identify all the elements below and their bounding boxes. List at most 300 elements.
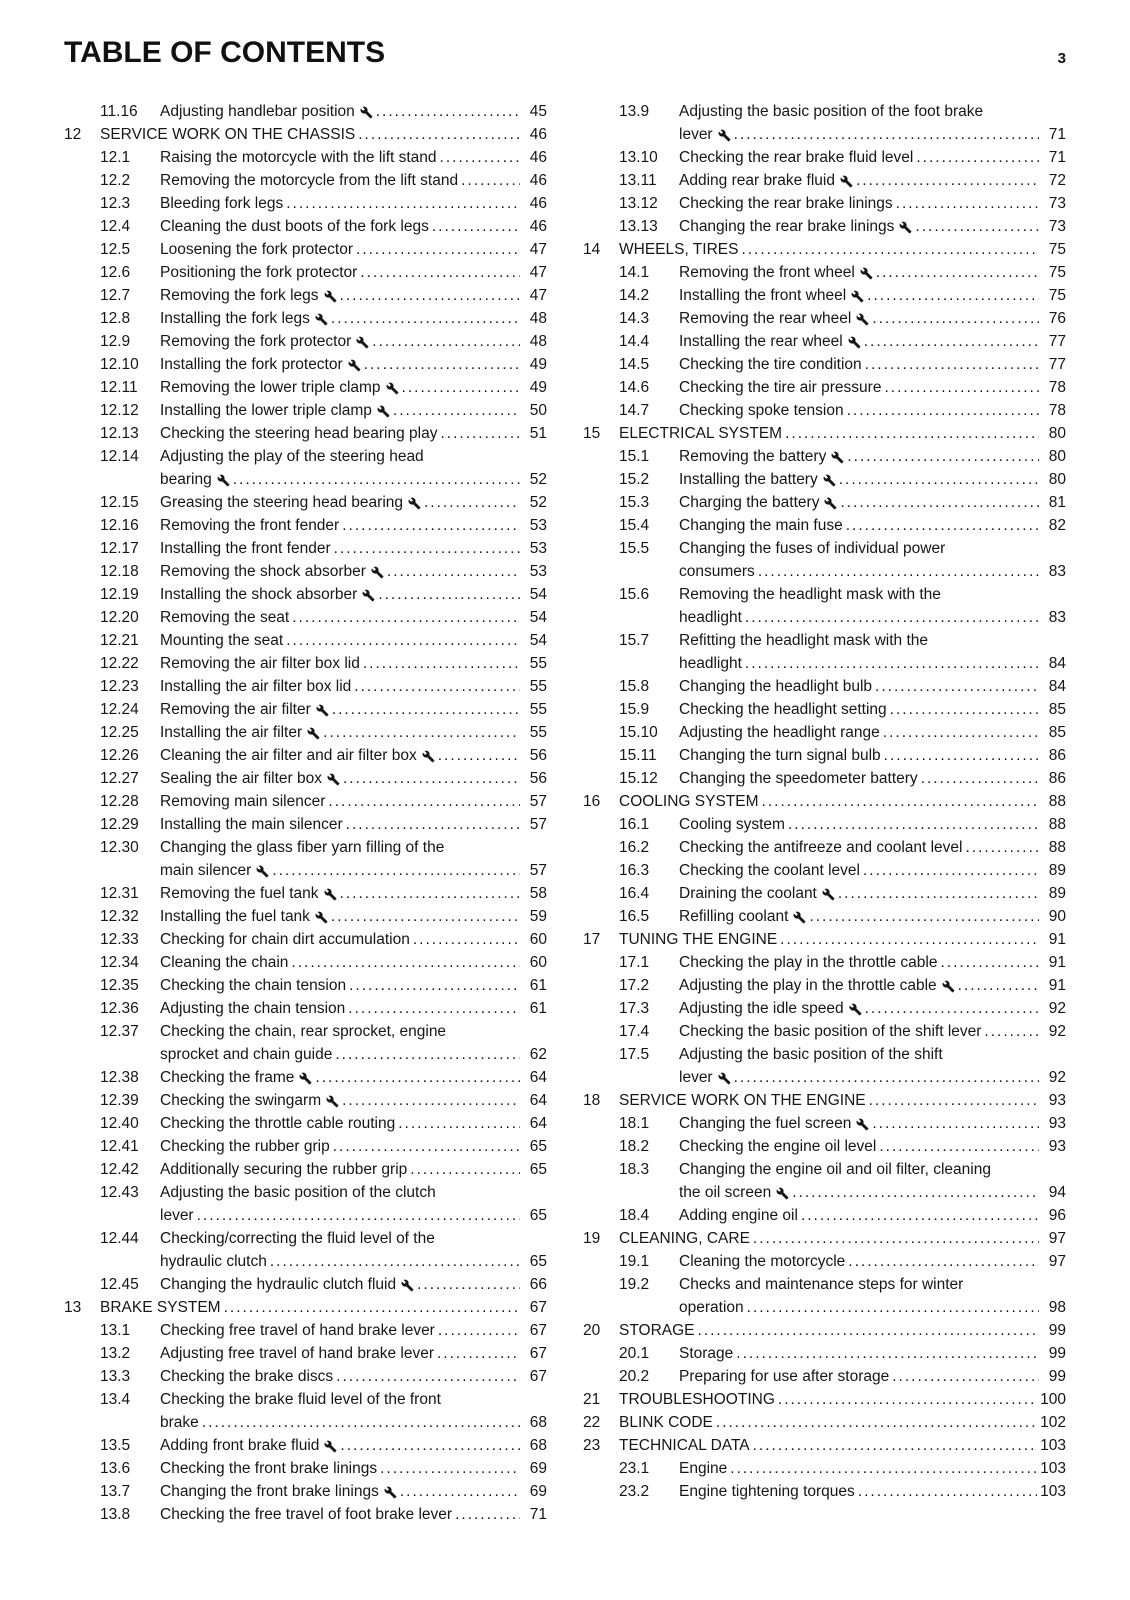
entry-title-line2: headlight: [679, 655, 742, 672]
entry-page-number: 62: [529, 1046, 547, 1063]
toc-entry-row: [64, 836, 547, 882]
entry-number: 12.29: [100, 816, 139, 833]
toc-entry-row: [64, 353, 547, 376]
entry-number: 18: [583, 1092, 601, 1109]
toc-entry-row: [583, 468, 1066, 491]
entry-number: 12.36: [100, 1000, 139, 1017]
entry-body: [679, 767, 1066, 790]
entry-title: Checking the free travel of foot brake lever: [160, 1506, 453, 1523]
entry-body: [160, 606, 547, 629]
dot-leader: [847, 445, 1039, 468]
entry-last-line: [679, 1250, 1066, 1273]
toc-entry-row: [64, 169, 547, 192]
entry-body: [679, 974, 1066, 997]
entry-page-number: 94: [1048, 1184, 1066, 1201]
entry-title: Adjusting the idle speed: [679, 1000, 844, 1017]
entry-title: Changing the main fuse: [679, 517, 843, 534]
entry-body: [679, 1480, 1066, 1503]
entry-title: Installing the air filter box lid: [160, 678, 352, 695]
entry-title: SERVICE WORK ON THE ENGINE: [619, 1092, 866, 1109]
entry-body: [679, 1273, 1066, 1319]
entry-body: [160, 491, 547, 514]
entry-title: BLINK CODE: [619, 1414, 713, 1431]
entry-title: Removing the rear wheel: [679, 310, 852, 327]
entry-title: Adjusting handlebar position: [160, 103, 355, 120]
toc-entry-row: [583, 514, 1066, 537]
entry-last-line: [160, 721, 547, 744]
entry-title: Checking the tire condition: [679, 356, 862, 373]
entry-title-line1: Changing the engine oil and oil filter, cleaning: [679, 1161, 991, 1178]
entry-title-line1: Adjusting the basic position of the foot brake: [679, 103, 984, 120]
wrench-icon: [307, 727, 320, 740]
wrench-icon: [324, 290, 337, 303]
entry-page-number: 77: [1048, 356, 1066, 373]
toc-entry-row: [64, 629, 547, 652]
entry-body: [619, 1411, 1066, 1434]
wrench-icon: [856, 1118, 869, 1131]
entry-last-line: [679, 1480, 1066, 1503]
dot-leader: [410, 1158, 520, 1181]
toc-entry-row: [583, 169, 1066, 192]
entry-number: 14.6: [619, 379, 650, 396]
entry-title: Cleaning the chain: [160, 954, 289, 971]
entry-last-line: [160, 560, 547, 583]
entry-title-line1: Changing the fuses of individual power: [679, 540, 946, 557]
toc-entry-row: [583, 192, 1066, 215]
entry-last-line: [160, 261, 547, 284]
toc-entry-row: [583, 905, 1066, 928]
entry-title: Installing the air filter: [160, 724, 303, 741]
entry-number: 12.42: [100, 1161, 139, 1178]
dot-leader: [440, 422, 520, 445]
wrench-icon: [851, 290, 864, 303]
entry-title: Bleeding fork legs: [160, 195, 284, 212]
entry-title: Checking the chain tension: [160, 977, 347, 994]
entry-title: Checking the tire air pressure: [679, 379, 882, 396]
entry-body: [619, 1388, 1066, 1411]
entry-number: 12.38: [100, 1069, 139, 1086]
dot-leader: [398, 1112, 520, 1135]
toc-entry-row: [64, 1319, 547, 1342]
entry-title-line1: Adjusting the basic position of the clutch: [160, 1184, 436, 1201]
toc-entry-row: [64, 100, 547, 123]
toc-entry-row: [64, 1503, 547, 1526]
entry-last-line: [679, 330, 1066, 353]
toc-chapter-row: [583, 1319, 1066, 1342]
toc-entry-row: [583, 951, 1066, 974]
entry-body: [679, 261, 1066, 284]
entry-title: Draining the coolant: [679, 885, 817, 902]
entry-number: 17.5: [619, 1046, 650, 1063]
entry-title: Installing the shock absorber: [160, 586, 358, 603]
entry-last-line: [679, 698, 1066, 721]
entry-title: Storage: [679, 1345, 734, 1362]
dot-leader: [424, 491, 520, 514]
entry-title: Removing the lower triple clamp: [160, 379, 381, 396]
entry-body: [679, 1204, 1066, 1227]
entry-body: [679, 307, 1066, 330]
entry-number: 12.17: [100, 540, 139, 557]
wrench-icon: [401, 1279, 414, 1292]
entry-title-line1: Refitting the headlight mask with the: [679, 632, 928, 649]
toc-entry-row: [64, 882, 547, 905]
entry-page-number: 86: [1048, 747, 1066, 764]
entry-last-line: [160, 330, 547, 353]
entry-page-number: 90: [1048, 908, 1066, 925]
dot-leader: [858, 1480, 1037, 1503]
entry-number: 12.40: [100, 1115, 139, 1132]
dot-leader: [438, 1319, 520, 1342]
entry-number: 12.13: [100, 425, 139, 442]
toc-entry-row: [64, 1273, 547, 1296]
toc-entry-row: [64, 399, 547, 422]
entry-page-number: 73: [1048, 218, 1066, 235]
entry-body: [160, 974, 547, 997]
entry-title-line1: Adjusting the play of the steering head: [160, 448, 424, 465]
toc-entry-row: [64, 698, 547, 721]
dot-leader: [734, 123, 1039, 146]
entry-page-number: 57: [529, 816, 547, 833]
entry-page-number: 91: [1048, 931, 1066, 948]
wrench-icon: [422, 750, 435, 763]
entry-title: Removing the shock absorber: [160, 563, 366, 580]
dot-leader: [461, 169, 520, 192]
entry-title: Removing the fuel tank: [160, 885, 319, 902]
toc-chapter-row: [64, 123, 547, 146]
entry-number: 13.2: [100, 1345, 131, 1362]
entry-title-line2: hydraulic clutch: [160, 1253, 267, 1270]
entry-number: 15.8: [619, 678, 650, 695]
dot-leader: [372, 330, 520, 353]
entry-title: STORAGE: [619, 1322, 695, 1339]
entry-title-line2: lever: [679, 1069, 713, 1086]
entry-body: [160, 284, 547, 307]
entry-number: 15.1: [619, 448, 650, 465]
entry-body: [160, 238, 547, 261]
toc-entry-row: [64, 1388, 547, 1434]
entry-page-number: 102: [1040, 1414, 1066, 1431]
toc-entry-row: [64, 583, 547, 606]
entry-last-line: [160, 905, 547, 928]
wrench-icon: [356, 336, 369, 349]
entry-page-number: 103: [1040, 1460, 1066, 1477]
dot-leader: [809, 905, 1039, 928]
toc-chapter-row: [583, 1227, 1066, 1250]
toc-entry-row: [64, 261, 547, 284]
entry-title-line2: brake: [160, 1414, 199, 1431]
entry-page-number: 80: [1048, 471, 1066, 488]
entry-number: 12.39: [100, 1092, 139, 1109]
entry-title: Checking spoke tension: [679, 402, 844, 419]
entry-page-number: 99: [1048, 1368, 1066, 1385]
entry-title: Removing the air filter box lid: [160, 655, 360, 672]
entry-last-line: [679, 859, 1066, 882]
entry-body: [160, 767, 547, 790]
toc-entry-row: [64, 514, 547, 537]
entry-page-number: 64: [529, 1115, 547, 1132]
entry-page-number: 80: [1048, 425, 1066, 442]
entry-body: [160, 100, 547, 123]
dot-leader: [432, 215, 520, 238]
entry-title: Checking the brake discs: [160, 1368, 334, 1385]
entry-page-number: 93: [1048, 1092, 1066, 1109]
entry-last-line: [679, 836, 1066, 859]
entry-last-line: [160, 537, 547, 560]
entry-title-line2: lever: [160, 1207, 194, 1224]
entry-last-line: [160, 238, 547, 261]
entry-last-line: [160, 652, 547, 675]
entry-title-line1: Changing the glass fiber yarn filling of the: [160, 839, 445, 856]
entry-title: Installing the battery: [679, 471, 818, 488]
entry-title: Refilling coolant: [679, 908, 789, 925]
entry-number: 17: [583, 931, 601, 948]
entry-page-number: 72: [1048, 172, 1066, 189]
entry-title: Checking the play in the throttle cable: [679, 954, 938, 971]
entry-title: Preparing for use after storage: [679, 1368, 890, 1385]
toc-entry-row: [583, 767, 1066, 790]
wrench-icon: [718, 1072, 731, 1085]
entry-title: Removing the motorcycle from the lift stand: [160, 172, 459, 189]
toc-entry-row: [64, 238, 547, 261]
dot-leader: [788, 813, 1039, 836]
entry-title: Checking the coolant level: [679, 862, 860, 879]
entry-last-line: [679, 1181, 1066, 1204]
entry-page-number: 78: [1048, 402, 1066, 419]
entry-number: 14.4: [619, 333, 650, 350]
entry-number: 12.28: [100, 793, 139, 810]
entry-last-line: [619, 422, 1066, 445]
entry-page-number: 103: [1040, 1483, 1066, 1500]
entry-page-number: 82: [1048, 517, 1066, 534]
entry-number: 12.6: [100, 264, 131, 281]
toc-entry-row: [583, 974, 1066, 997]
toc-entry-row: [583, 1250, 1066, 1273]
entry-number: 16: [583, 793, 601, 810]
entry-body: [160, 1319, 547, 1342]
entry-last-line: [679, 123, 1066, 146]
entry-number: 13.11: [619, 172, 657, 189]
entry-last-line: [619, 1388, 1066, 1411]
dot-leader: [856, 169, 1039, 192]
entry-last-line: [160, 169, 547, 192]
entry-last-line: [679, 951, 1066, 974]
entry-page-number: 99: [1048, 1345, 1066, 1362]
entry-body: [160, 330, 547, 353]
entry-page-number: 88: [1048, 839, 1066, 856]
entry-last-line: [679, 1135, 1066, 1158]
entry-title: Checking the rear brake fluid level: [679, 149, 914, 166]
entry-body: [160, 1342, 547, 1365]
entry-number: 12.19: [100, 586, 139, 603]
entry-body: [160, 905, 547, 928]
dot-leader: [387, 560, 520, 583]
entry-body: [160, 1158, 547, 1181]
toc-entry-row: [583, 1112, 1066, 1135]
entry-page-number: 61: [529, 977, 547, 994]
entry-title: Mounting the seat: [160, 632, 284, 649]
dot-leader: [354, 675, 520, 698]
entry-page-number: 67: [529, 1368, 547, 1385]
toc-entry-row: [583, 744, 1066, 767]
entry-page-number: 67: [529, 1345, 547, 1362]
entry-title-line2: main silencer: [160, 862, 252, 879]
entry-body: [619, 238, 1066, 261]
toc-chapter-row: [583, 1089, 1066, 1112]
dot-leader: [334, 537, 520, 560]
entry-number: 20: [583, 1322, 601, 1339]
entry-body: [160, 1457, 547, 1480]
entry-page-number: 47: [529, 287, 547, 304]
entry-last-line: [160, 307, 547, 330]
entry-page-number: 59: [529, 908, 547, 925]
entry-last-line: [160, 1457, 547, 1480]
entry-title: Removing main silencer: [160, 793, 326, 810]
entry-number: 19: [583, 1230, 601, 1247]
entry-page-number: 88: [1048, 816, 1066, 833]
toc-entry-row: [64, 606, 547, 629]
toc-chapter-row: [583, 1388, 1066, 1411]
entry-page-number: 56: [529, 770, 547, 787]
entry-body: [679, 1043, 1066, 1089]
dot-leader: [363, 652, 520, 675]
entry-body: [679, 675, 1066, 698]
entry-title-line2: the oil screen: [679, 1184, 772, 1201]
dot-leader: [869, 1089, 1039, 1112]
entry-body: [679, 813, 1066, 836]
entry-title: Changing the speedometer battery: [679, 770, 918, 787]
entry-last-line: [619, 1089, 1066, 1112]
entry-number: 12.25: [100, 724, 139, 741]
entry-body: [679, 1457, 1066, 1480]
entry-title: TROUBLESHOOTING: [619, 1391, 775, 1408]
dot-leader: [343, 767, 520, 790]
entry-body: [100, 123, 547, 146]
entry-body: [160, 376, 547, 399]
dot-leader: [364, 353, 520, 376]
entry-title-line1: Adjusting the basic position of the shift: [679, 1046, 943, 1063]
entry-body: [679, 1020, 1066, 1043]
wrench-icon: [408, 497, 421, 510]
entry-body: [160, 560, 547, 583]
entry-title: Changing the hydraulic clutch fluid: [160, 1276, 397, 1293]
entry-last-line: [679, 813, 1066, 836]
entry-number: 12.4: [100, 218, 131, 235]
toc-entry-row: [583, 813, 1066, 836]
entry-title: Checking free travel of hand brake lever: [160, 1322, 435, 1339]
entry-last-line: [160, 1158, 547, 1181]
entry-title: Installing the front fender: [160, 540, 331, 557]
entry-body: [679, 1135, 1066, 1158]
toc-entry-row: [583, 215, 1066, 238]
toc-entry-row: [583, 836, 1066, 859]
entry-last-line: [160, 1434, 547, 1457]
entry-title: Checking the headlight setting: [679, 701, 887, 718]
entry-last-line: [160, 468, 547, 491]
entry-title: Adjusting the headlight range: [679, 724, 880, 741]
entry-title-line1: Checks and maintenance steps for winter: [679, 1276, 964, 1293]
entry-page-number: 54: [529, 632, 547, 649]
dot-leader: [941, 951, 1040, 974]
dot-leader: [753, 1227, 1039, 1250]
entry-page-number: 49: [529, 379, 547, 396]
entry-number: 17.1: [619, 954, 650, 971]
entry-title: Adjusting free travel of hand brake lever: [160, 1345, 434, 1362]
entry-number: 15.6: [619, 586, 650, 603]
entry-last-line: [679, 652, 1066, 675]
entry-title: Checking the front brake linings: [160, 1460, 378, 1477]
entry-page-number: 53: [529, 563, 547, 580]
toc-entry-row: [583, 353, 1066, 376]
entry-page-number: 75: [1048, 241, 1066, 258]
entry-body: [679, 215, 1066, 238]
toc-entry-row: [583, 445, 1066, 468]
entry-page-number: 69: [529, 1460, 547, 1477]
entry-title: Checking for chain dirt accumulation: [160, 931, 410, 948]
dot-leader: [233, 468, 520, 491]
entry-body: [160, 146, 547, 169]
toc-chapter-row: [583, 1411, 1066, 1434]
entry-title-line1: Removing the headlight mask with the: [679, 586, 941, 603]
entry-last-line: [160, 997, 547, 1020]
dot-leader: [848, 1250, 1039, 1273]
entry-title: Engine tightening torques: [679, 1483, 855, 1500]
toc-entry-row: [64, 215, 547, 238]
entry-number: 12.26: [100, 747, 139, 764]
wrench-icon: [856, 313, 869, 326]
entry-page-number: 92: [1048, 1023, 1066, 1040]
wrench-icon: [386, 382, 399, 395]
wrench-icon: [718, 129, 731, 142]
entry-body: [160, 790, 547, 813]
entry-body: [160, 537, 547, 560]
dot-leader: [734, 1066, 1039, 1089]
entry-page-number: 65: [529, 1161, 547, 1178]
entry-page-number: 85: [1048, 724, 1066, 741]
entry-last-line: [160, 514, 547, 537]
entry-page-number: 71: [1048, 149, 1066, 166]
entry-title: Installing the fuel tank: [160, 908, 310, 925]
entry-last-line: [679, 146, 1066, 169]
entry-number: 15.5: [619, 540, 650, 557]
dot-leader: [272, 859, 520, 882]
entry-number: 23.1: [619, 1460, 650, 1477]
entry-body: [619, 1227, 1066, 1250]
entry-number: 12.45: [100, 1276, 139, 1293]
dot-leader: [202, 1411, 520, 1434]
wrench-icon: [348, 359, 361, 372]
dot-leader: [716, 1411, 1037, 1434]
dot-leader: [402, 376, 520, 399]
entry-number: 13: [64, 1299, 82, 1316]
entry-last-line: [160, 767, 547, 790]
entry-last-line: [619, 928, 1066, 951]
entry-last-line: [160, 353, 547, 376]
dot-leader: [984, 1020, 1039, 1043]
entry-page-number: 81: [1048, 494, 1066, 511]
entry-number: 15: [583, 425, 601, 442]
entry-number: 14.5: [619, 356, 650, 373]
toc-entry-row: [64, 560, 547, 583]
toc-entry-row: [64, 422, 547, 445]
toc-entry-row: [64, 307, 547, 330]
dot-leader: [785, 422, 1039, 445]
entry-last-line: [679, 997, 1066, 1020]
entry-page-number: 84: [1048, 655, 1066, 672]
entry-title: Removing the battery: [679, 448, 827, 465]
entry-page-number: 65: [529, 1207, 547, 1224]
entry-body: [679, 468, 1066, 491]
entry-title: CLEANING, CARE: [619, 1230, 750, 1247]
